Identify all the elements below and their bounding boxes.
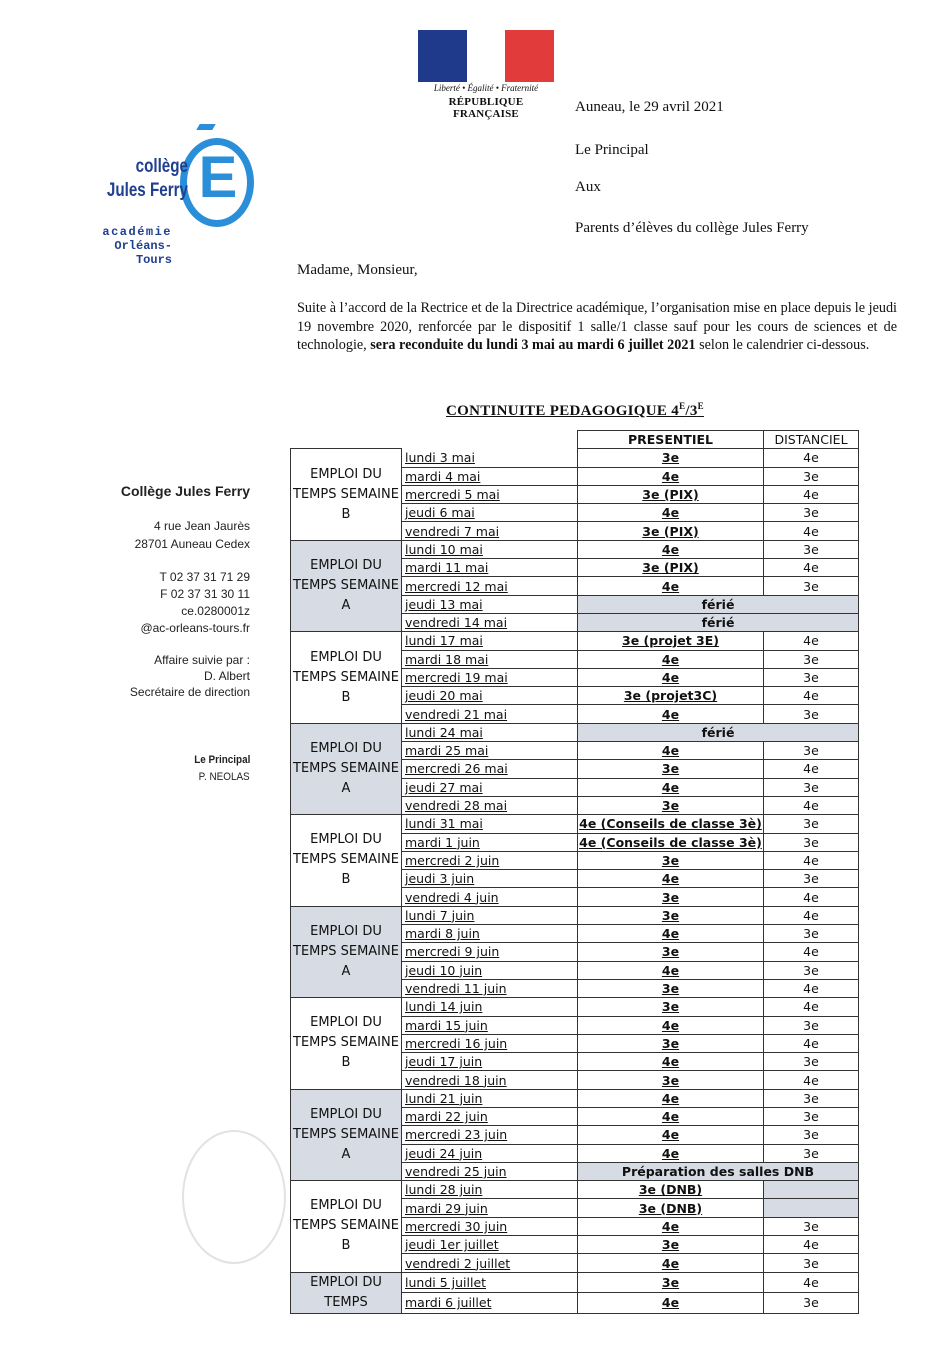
presentiel-cell: 3e (projet 3E) bbox=[578, 632, 764, 650]
day-cell: jeudi 6 mai bbox=[402, 504, 578, 522]
schedule-table bbox=[290, 430, 859, 1314]
presentiel-cell: 4e bbox=[578, 540, 764, 558]
presentiel-cell: 4e bbox=[578, 467, 764, 485]
presentiel-cell: 4e (Conseils de classe 3è) bbox=[579, 816, 762, 832]
letter-date: Auneau, le 29 avril 2021 bbox=[575, 99, 724, 115]
logo-line2: Jules Ferry bbox=[106, 180, 188, 201]
letter-body bbox=[297, 299, 897, 355]
presentiel-cell: 3e (projet3C) bbox=[578, 687, 764, 705]
day-cell: jeudi 17 juin bbox=[402, 1053, 578, 1071]
day-cell: mercredi 9 juin bbox=[402, 943, 578, 961]
table-title-mid: /3 bbox=[685, 403, 698, 419]
day-cell: jeudi 10 juin bbox=[402, 961, 578, 979]
day-cell: vendredi 4 juin bbox=[402, 888, 578, 906]
distanciel-cell: 4e bbox=[764, 888, 859, 906]
distanciel-cell bbox=[764, 1181, 859, 1199]
span-cell: férié bbox=[578, 595, 859, 613]
day-cell: lundi 31 mai bbox=[402, 815, 578, 833]
table-row bbox=[291, 1181, 859, 1199]
body-bold: sera reconduite du lundi 3 mai au mardi 6 juillet 2021 bbox=[370, 337, 696, 353]
distanciel-cell: 4e bbox=[764, 1034, 859, 1052]
day-cell: vendredi 2 juillet bbox=[402, 1254, 578, 1272]
distanciel-cell: 3e bbox=[764, 577, 859, 595]
table-row bbox=[291, 540, 859, 558]
header-blank bbox=[402, 431, 578, 449]
presentiel-cell: 4e bbox=[578, 1107, 764, 1125]
distanciel-cell: 4e bbox=[764, 449, 859, 467]
body-end: selon le calendrier ci-dessous. bbox=[695, 337, 870, 353]
college-logo bbox=[80, 120, 250, 267]
sidebar-phone: T 02 37 31 71 29 bbox=[159, 570, 250, 584]
sidebar-principal-name: P. NEOLAS bbox=[198, 771, 250, 783]
day-cell: vendredi 7 mai bbox=[402, 522, 578, 540]
letter-sender: Le Principal bbox=[575, 142, 649, 158]
distanciel-cell: 4e bbox=[764, 760, 859, 778]
distanciel-cell: 3e bbox=[764, 504, 859, 522]
day-cell: mardi 4 mai bbox=[402, 467, 578, 485]
day-cell: mardi 8 juin bbox=[402, 925, 578, 943]
header-distanciel: DISTANCIEL bbox=[764, 431, 859, 449]
table-header-row bbox=[291, 431, 859, 449]
day-cell: mardi 22 juin bbox=[402, 1107, 578, 1125]
distanciel-cell: 3e bbox=[764, 467, 859, 485]
logo-academie-region: Orléans-Tours bbox=[114, 239, 172, 267]
marianne-logo bbox=[418, 30, 554, 82]
distanciel-cell: 4e bbox=[764, 906, 859, 924]
span-cell: Préparation des salles DNB bbox=[578, 1162, 859, 1180]
presentiel-cell: 3e bbox=[578, 979, 764, 997]
presentiel-cell: 3e (DNB) bbox=[578, 1181, 764, 1199]
distanciel-cell: 3e bbox=[764, 705, 859, 723]
distanciel-cell: 3e bbox=[764, 961, 859, 979]
day-cell: jeudi 1er juillet bbox=[402, 1236, 578, 1254]
distanciel-cell: 3e bbox=[764, 742, 859, 760]
day-cell: vendredi 11 juin bbox=[402, 979, 578, 997]
distanciel-cell: 3e bbox=[764, 1217, 859, 1235]
table-row bbox=[291, 998, 859, 1016]
distanciel-cell: 3e bbox=[764, 815, 859, 833]
day-cell: mercredi 16 juin bbox=[402, 1034, 578, 1052]
week-label: EMPLOI DU TEMPS SEMAINE A bbox=[291, 540, 402, 631]
day-cell: vendredi 21 mai bbox=[402, 705, 578, 723]
distanciel-cell: 3e bbox=[764, 650, 859, 668]
presentiel-cell: 3e (PIX) bbox=[578, 485, 764, 503]
presentiel-cell: 4e bbox=[578, 650, 764, 668]
day-cell: mardi 29 juin bbox=[402, 1199, 578, 1217]
table-title bbox=[446, 401, 704, 420]
day-cell: mardi 11 mai bbox=[402, 559, 578, 577]
week-label: EMPLOI DU TEMPS SEMAINE B bbox=[291, 815, 402, 906]
week-label: EMPLOI DU TEMPS SEMAINE B bbox=[291, 1181, 402, 1272]
presentiel-cell: 3e bbox=[578, 851, 764, 869]
table-row bbox=[291, 723, 859, 741]
presentiel-cell: 4e bbox=[578, 1254, 764, 1272]
distanciel-cell: 4e bbox=[764, 979, 859, 997]
day-cell: lundi 21 juin bbox=[402, 1089, 578, 1107]
presentiel-cell: 4e bbox=[578, 1144, 764, 1162]
sidebar-street: 4 rue Jean Jaurès bbox=[153, 519, 250, 533]
sidebar-fax: F 02 37 31 30 11 bbox=[160, 587, 250, 601]
week-label: EMPLOI DU TEMPS SEMAINE B bbox=[291, 632, 402, 723]
table-row bbox=[291, 1089, 859, 1107]
day-cell: mercredi 19 mai bbox=[402, 668, 578, 686]
table-title-text: CONTINUITE PEDAGOGIQUE 4 bbox=[446, 403, 680, 419]
week-label: EMPLOI DU TEMPS SEMAINE A bbox=[291, 723, 402, 814]
presentiel-cell: 4e (Conseils de classe 3è) bbox=[579, 834, 762, 850]
table-row bbox=[291, 449, 859, 467]
distanciel-cell: 3e bbox=[764, 1144, 859, 1162]
distanciel-cell: 3e bbox=[764, 1107, 859, 1125]
presentiel-cell: 4e bbox=[578, 925, 764, 943]
sidebar-city: 28701 Auneau Cedex bbox=[134, 537, 250, 551]
distanciel-cell: 3e bbox=[764, 668, 859, 686]
presentiel-cell: 3e (PIX) bbox=[578, 522, 764, 540]
table-row bbox=[291, 1272, 859, 1293]
day-cell: lundi 7 juin bbox=[402, 906, 578, 924]
day-cell: mardi 15 juin bbox=[402, 1016, 578, 1034]
day-cell: mardi 1 juin bbox=[402, 833, 578, 851]
week-label: EMPLOI DU TEMPS SEMAINE B bbox=[291, 998, 402, 1089]
presentiel-cell: 4e bbox=[578, 961, 764, 979]
presentiel-cell: 3e bbox=[578, 449, 764, 467]
day-cell: jeudi 24 juin bbox=[402, 1144, 578, 1162]
table-row bbox=[291, 815, 859, 833]
week-label: EMPLOI DU TEMPS SEMAINE B bbox=[291, 449, 402, 540]
distanciel-cell: 3e bbox=[764, 1089, 859, 1107]
week-label: EMPLOI DU TEMPS SEMAINE A bbox=[291, 906, 402, 997]
presentiel-cell: 3e bbox=[578, 906, 764, 924]
day-cell: jeudi 20 mai bbox=[402, 687, 578, 705]
span-cell: férié bbox=[578, 723, 859, 741]
distanciel-cell: 4e bbox=[764, 1071, 859, 1089]
distanciel-cell: 4e bbox=[764, 485, 859, 503]
day-cell: lundi 28 juin bbox=[402, 1181, 578, 1199]
distanciel-cell: 4e bbox=[764, 1236, 859, 1254]
presentiel-cell: 4e bbox=[578, 504, 764, 522]
presentiel-cell: 3e bbox=[578, 998, 764, 1016]
table-row bbox=[291, 632, 859, 650]
span-cell: férié bbox=[578, 613, 859, 631]
sidebar-role: Secrétaire de direction bbox=[129, 685, 250, 699]
day-cell: mercredi 2 juin bbox=[402, 851, 578, 869]
faint-stamp bbox=[182, 1130, 286, 1264]
body-start: Suite à l’accord de la Rectrice et de la Directrice académique, l’organisation mise en place depuis le jeudi 19 novembre 2020, renforcée par le dispositif 1 salle/1 classe sauf pour les cours de sciences et de technologie, bbox=[297, 300, 897, 353]
day-cell: jeudi 3 juin bbox=[402, 870, 578, 888]
sidebar-email-domain: @ac-orleans-tours.fr bbox=[140, 621, 250, 635]
presentiel-cell: 4e bbox=[578, 1053, 764, 1071]
presentiel-cell: 4e bbox=[578, 705, 764, 723]
distanciel-cell: 4e bbox=[764, 943, 859, 961]
distanciel-cell: 4e bbox=[764, 522, 859, 540]
day-cell: vendredi 14 mai bbox=[402, 613, 578, 631]
sidebar-email-user: ce.0280001z bbox=[181, 604, 250, 618]
table-title-sup1: E bbox=[679, 401, 686, 411]
distanciel-cell: 3e bbox=[764, 870, 859, 888]
presentiel-cell: 4e bbox=[578, 778, 764, 796]
presentiel-cell: 3e (DNB) bbox=[578, 1199, 764, 1217]
day-cell: mercredi 5 mai bbox=[402, 485, 578, 503]
day-cell: mardi 25 mai bbox=[402, 742, 578, 760]
logo-accent-mark bbox=[196, 124, 215, 130]
table-title-sup2: E bbox=[697, 401, 704, 411]
distanciel-cell: 4e bbox=[764, 1272, 859, 1293]
day-cell: vendredi 18 juin bbox=[402, 1071, 578, 1089]
sidebar-agent: D. Albert bbox=[203, 669, 250, 683]
sidebar-affaire-label: Affaire suivie par : bbox=[154, 653, 250, 667]
day-cell: lundi 17 mai bbox=[402, 632, 578, 650]
day-cell: lundi 24 mai bbox=[402, 723, 578, 741]
presentiel-cell: 3e bbox=[578, 1236, 764, 1254]
presentiel-cell: 3e bbox=[578, 760, 764, 778]
presentiel-cell: 3e bbox=[578, 1071, 764, 1089]
logo-academie: académie bbox=[102, 225, 172, 239]
header-blank bbox=[291, 431, 402, 449]
day-cell: vendredi 28 mai bbox=[402, 796, 578, 814]
presentiel-cell: 4e bbox=[578, 1217, 764, 1235]
day-cell: vendredi 25 juin bbox=[402, 1162, 578, 1180]
presentiel-cell: 3e bbox=[578, 943, 764, 961]
day-cell: mercredi 12 mai bbox=[402, 577, 578, 595]
distanciel-cell: 4e bbox=[764, 632, 859, 650]
distanciel-cell: 4e bbox=[764, 851, 859, 869]
presentiel-cell: 4e bbox=[578, 742, 764, 760]
distanciel-cell: 3e bbox=[764, 1126, 859, 1144]
sidebar-principal-label: Le Principal bbox=[193, 754, 250, 766]
day-cell: lundi 3 mai bbox=[402, 449, 578, 467]
salutation: Madame, Monsieur, bbox=[297, 262, 418, 278]
day-cell: mercredi 26 mai bbox=[402, 760, 578, 778]
day-cell: lundi 14 juin bbox=[402, 998, 578, 1016]
presentiel-cell: 4e bbox=[578, 668, 764, 686]
letter-recipients: Parents d’élèves du collège Jules Ferry bbox=[575, 220, 809, 236]
presentiel-cell: 4e bbox=[578, 1089, 764, 1107]
distanciel-cell: 4e bbox=[764, 796, 859, 814]
distanciel-cell: 3e bbox=[764, 1254, 859, 1272]
distanciel-cell: 3e bbox=[764, 925, 859, 943]
distanciel-cell: 4e bbox=[764, 998, 859, 1016]
week-label: EMPLOI DU TEMPS SEMAINE A bbox=[291, 1089, 402, 1180]
presentiel-cell: 3e bbox=[578, 1034, 764, 1052]
presentiel-cell: 4e bbox=[578, 1126, 764, 1144]
presentiel-cell: 3e bbox=[578, 796, 764, 814]
presentiel-cell: 4e bbox=[578, 1293, 764, 1314]
sidebar-college-name: Collège Jules Ferry bbox=[120, 483, 250, 499]
distanciel-cell bbox=[764, 1199, 859, 1217]
presentiel-cell: 3e (PIX) bbox=[578, 559, 764, 577]
logo-e-letter: E bbox=[198, 145, 238, 210]
logo-line1: collège bbox=[135, 156, 188, 177]
presentiel-cell: 4e bbox=[578, 870, 764, 888]
day-cell: lundi 5 juillet bbox=[402, 1272, 578, 1293]
letter-to: Aux bbox=[575, 179, 601, 195]
day-cell: mercredi 23 juin bbox=[402, 1126, 578, 1144]
distanciel-cell: 3e bbox=[764, 1053, 859, 1071]
table-row bbox=[291, 906, 859, 924]
presentiel-cell: 4e bbox=[578, 577, 764, 595]
presentiel-cell: 4e bbox=[578, 1016, 764, 1034]
day-cell: lundi 10 mai bbox=[402, 540, 578, 558]
republic-name: RÉPUBLIQUE FRANÇAISE bbox=[448, 96, 524, 120]
day-cell: jeudi 27 mai bbox=[402, 778, 578, 796]
distanciel-cell: 4e bbox=[764, 559, 859, 577]
republic-motto: Liberté • Égalité • Fraternité bbox=[433, 83, 539, 93]
presentiel-cell: 3e bbox=[578, 888, 764, 906]
week-label: EMPLOI DU TEMPS bbox=[291, 1272, 402, 1313]
distanciel-cell: 3e bbox=[764, 833, 859, 851]
day-cell: mardi 18 mai bbox=[402, 650, 578, 668]
distanciel-cell: 3e bbox=[764, 1293, 859, 1314]
distanciel-cell: 3e bbox=[764, 540, 859, 558]
header-presentiel: PRESENTIEL bbox=[578, 431, 764, 449]
distanciel-cell: 3e bbox=[764, 1016, 859, 1034]
distanciel-cell: 3e bbox=[764, 778, 859, 796]
day-cell: jeudi 13 mai bbox=[402, 595, 578, 613]
distanciel-cell: 4e bbox=[764, 687, 859, 705]
day-cell: mercredi 30 juin bbox=[402, 1217, 578, 1235]
presentiel-cell: 3e bbox=[578, 1272, 764, 1293]
day-cell: mardi 6 juillet bbox=[402, 1293, 578, 1314]
